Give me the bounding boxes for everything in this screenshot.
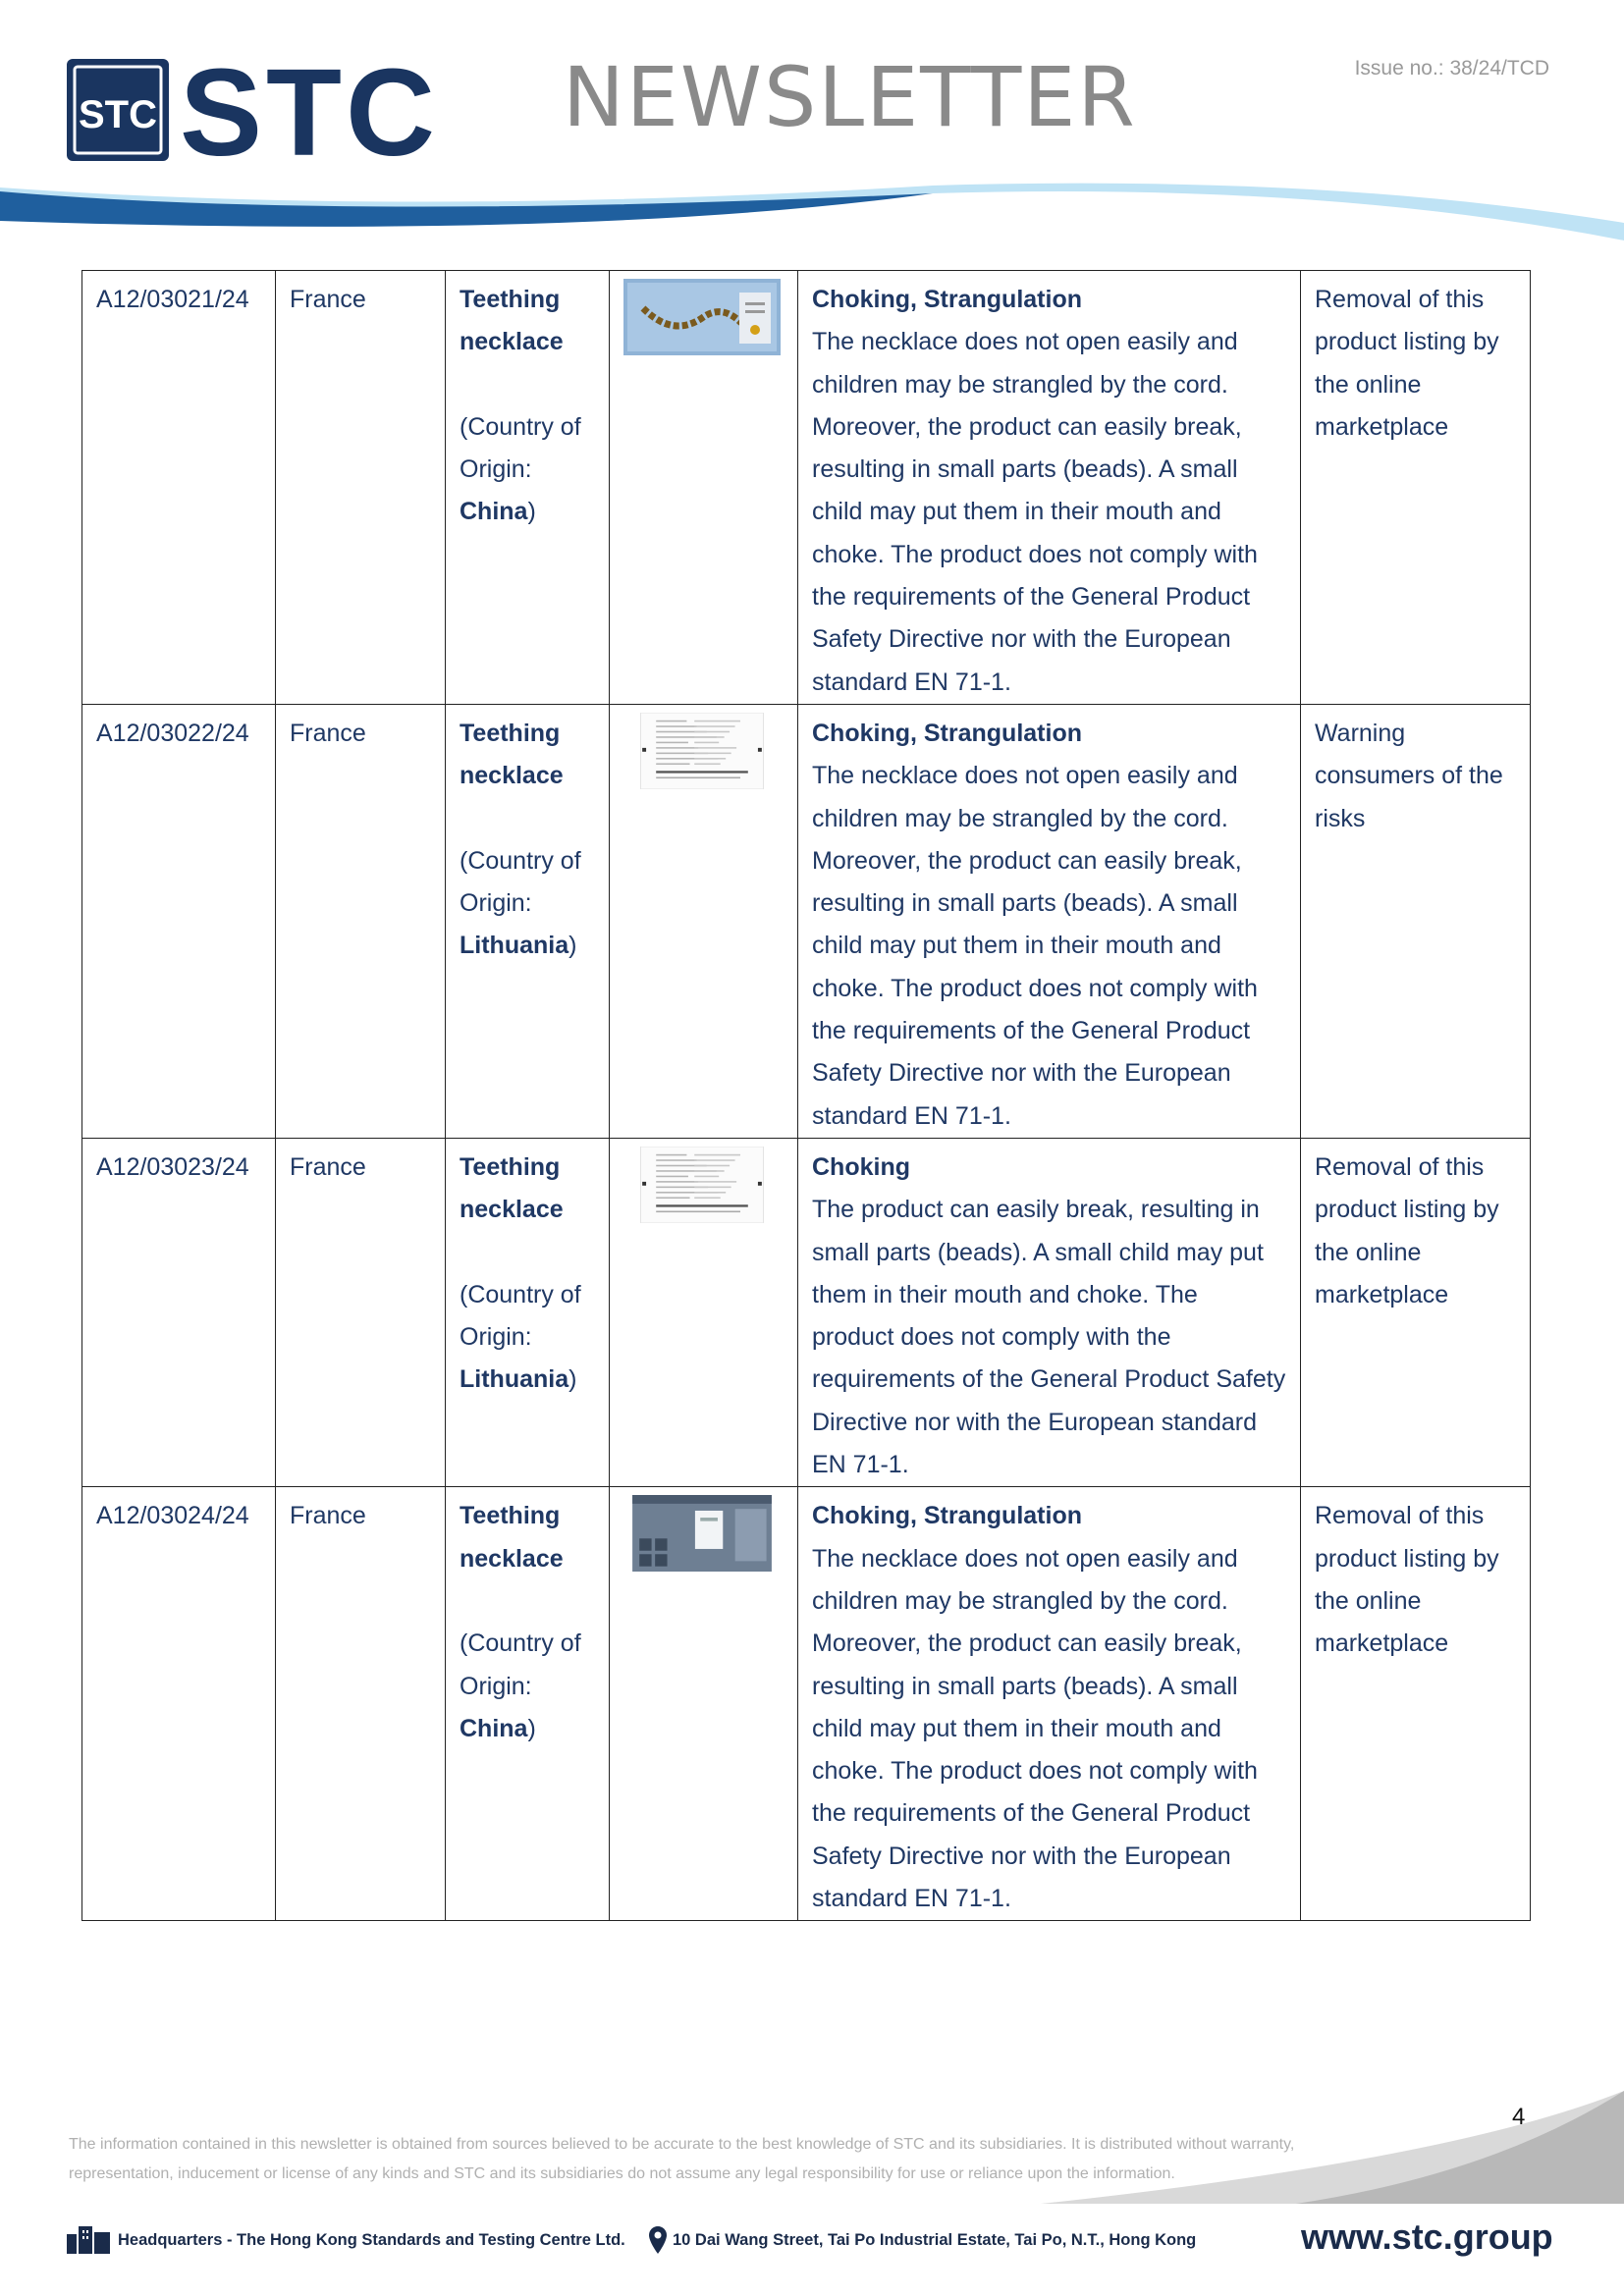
measures-cell bbox=[1301, 1487, 1531, 1921]
table-row bbox=[82, 271, 1531, 705]
notifying-country: France bbox=[276, 1487, 446, 1921]
origin-prefix: (Country of bbox=[460, 1280, 581, 1308]
document-scan-icon[interactable] bbox=[623, 1147, 784, 1223]
ref-number: A12/03024/24 bbox=[82, 1487, 276, 1921]
product-name: Teething bbox=[460, 719, 561, 747]
product-name: Teething bbox=[460, 1152, 561, 1181]
building-icon bbox=[65, 2222, 112, 2254]
origin-prefix: (Country of bbox=[460, 1629, 581, 1658]
measures-cell bbox=[1301, 271, 1531, 705]
measures-cell bbox=[1301, 1138, 1531, 1486]
product-image-cell bbox=[610, 271, 798, 705]
newsletter-title: NEWSLETTER bbox=[563, 49, 1137, 145]
hazard-cell bbox=[798, 271, 1301, 705]
origin-suffix: ) bbox=[527, 498, 536, 526]
origin-suffix: ) bbox=[568, 1365, 577, 1394]
product-image-cell bbox=[610, 704, 798, 1138]
measures-taken: Warning consumers of the risks bbox=[1315, 719, 1503, 832]
header-swoosh bbox=[0, 182, 1624, 255]
table-row bbox=[82, 1487, 1531, 1921]
footer-address: 10 Dai Wang Street, Tai Po Industrial Estate, Tai Po, N.T., Hong Kong bbox=[673, 2231, 1197, 2249]
product-image-cell bbox=[610, 1138, 798, 1486]
hazard-title: Choking bbox=[812, 1152, 910, 1181]
hazard-title: Choking, Strangulation bbox=[812, 1502, 1082, 1530]
hazard-cell bbox=[798, 1138, 1301, 1486]
origin-label: Origin: bbox=[460, 889, 532, 918]
page-number: 4 bbox=[1512, 2104, 1526, 2130]
disclaimer: The information contained in this newsletter is obtained from sources believed to be accurate to the best knowledge of STC and its subsidiaries. It is distributed without warranty, representation, inducement or license of any kinds and STC and its subsidiaries do not assume any legal responsibility for use or reliance upon the information. bbox=[69, 2136, 1295, 2182]
product-name: Teething bbox=[460, 1502, 561, 1530]
footer-headquarters: Headquarters - The Hong Kong Standards and Testing Centre Ltd. bbox=[118, 2231, 625, 2249]
measures-taken: Removal of this product listing by the online marketplace bbox=[1315, 1502, 1499, 1658]
measures-taken: Removal of this product listing by the online marketplace bbox=[1315, 1152, 1499, 1308]
table-row bbox=[82, 1138, 1531, 1486]
hazard-description: The product can easily break, resulting in small parts (beads). A small child may put them in their mouth and choke. The product does not comply with the requirements of the General Product Safety Directive nor with the European standard EN 71-1. bbox=[812, 1196, 1286, 1479]
product-cell bbox=[446, 704, 610, 1138]
hazard-title: Choking, Strangulation bbox=[812, 719, 1082, 747]
origin-prefix: (Country of bbox=[460, 846, 581, 875]
measures-cell bbox=[1301, 704, 1531, 1138]
hazard-cell bbox=[798, 704, 1301, 1138]
rapex-table bbox=[81, 270, 1531, 1921]
stc-logo bbox=[67, 57, 464, 163]
issue-number: Issue no.: 38/24/TCD bbox=[1354, 57, 1549, 80]
product-cell bbox=[446, 271, 610, 705]
footer-website-link[interactable]: www.stc.group bbox=[1301, 2216, 1553, 2257]
hazard-cell bbox=[798, 1487, 1301, 1921]
origin-country: Lithuania bbox=[460, 1365, 569, 1394]
ref-number: A12/03021/24 bbox=[82, 271, 276, 705]
measures-taken: Removal of this product listing by the online marketplace bbox=[1315, 286, 1499, 441]
hazard-description: The necklace does not open easily and children may be strangled by the cord. Moreover, the product can easily break, resulting in small parts (beads). A small child may put them in their mouth and choke. The product does not comply with the requirements of the General Product Safety Directive nor with the European standard EN 71-1. bbox=[812, 762, 1258, 1130]
hazard-description: The necklace does not open easily and children may be strangled by the cord. Moreover, the product can easily break, resulting in small parts (beads). A small child may put them in their mouth and choke. The product does not comply with the requirements of the General Product Safety Directive nor with the European standard EN 71-1. bbox=[812, 1544, 1258, 1912]
logo-mark-text: STC bbox=[79, 93, 157, 136]
origin-label: Origin: bbox=[460, 455, 532, 484]
notifying-country: France bbox=[276, 271, 446, 705]
origin-country: China bbox=[460, 498, 528, 526]
logo-text: STC bbox=[180, 57, 439, 163]
hazard-description: The necklace does not open easily and children may be strangled by the cord. Moreover, the product can easily break, resulting in small parts (beads). A small child may put them in their mouth and choke. The product does not comply with the requirements of the General Product Safety Directive nor with the European standard EN 71-1. bbox=[812, 328, 1258, 696]
ref-number: A12/03023/24 bbox=[82, 1138, 276, 1486]
product-photo-icon[interactable] bbox=[623, 279, 784, 355]
product-name-line2: necklace bbox=[460, 1196, 564, 1224]
ref-number: A12/03022/24 bbox=[82, 704, 276, 1138]
notifying-country: France bbox=[276, 1138, 446, 1486]
origin-prefix: (Country of bbox=[460, 412, 581, 441]
product-name-line2: necklace bbox=[460, 1544, 564, 1573]
product-image-cell bbox=[610, 1487, 798, 1921]
origin-country: Lithuania bbox=[460, 932, 569, 960]
origin-label: Origin: bbox=[460, 1672, 532, 1700]
product-name-line2: necklace bbox=[460, 762, 564, 790]
table-row bbox=[82, 704, 1531, 1138]
product-cell bbox=[446, 1138, 610, 1486]
product-name: Teething bbox=[460, 286, 561, 313]
location-pin-icon bbox=[649, 2226, 667, 2254]
origin-suffix: ) bbox=[527, 1714, 536, 1742]
notifying-country: France bbox=[276, 704, 446, 1138]
origin-suffix: ) bbox=[568, 932, 577, 960]
hazard-title: Choking, Strangulation bbox=[812, 286, 1082, 313]
product-cell bbox=[446, 1487, 610, 1921]
webpage-screenshot-icon[interactable] bbox=[623, 1495, 784, 1572]
product-name-line2: necklace bbox=[460, 328, 564, 356]
origin-label: Origin: bbox=[460, 1323, 532, 1352]
origin-country: China bbox=[460, 1714, 528, 1742]
document-scan-icon[interactable] bbox=[623, 713, 784, 789]
